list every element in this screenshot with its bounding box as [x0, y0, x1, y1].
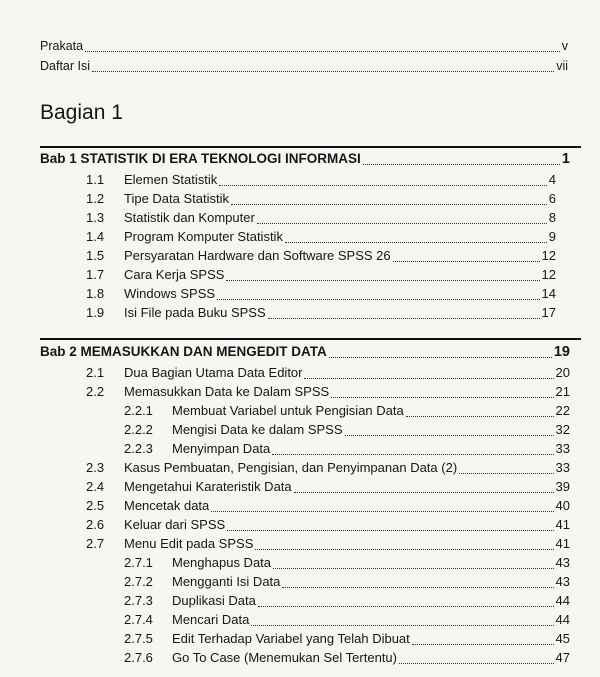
leader-dots: [257, 222, 547, 224]
section-title: Mencetak data: [124, 498, 210, 513]
section-page: 20: [555, 365, 570, 380]
section-page: 12: [541, 248, 556, 263]
section-number: 1.2: [86, 191, 105, 206]
section-number: 1.9: [86, 305, 105, 320]
toc-entry-2-7-4: [124, 612, 570, 628]
section-page: 22: [555, 403, 570, 418]
leader-dots: [399, 662, 554, 664]
leader-dots: [226, 279, 539, 281]
toc-entry-prakata: [40, 38, 568, 54]
chapter-title: Bab 2 MEMASUKKAN DAN MENGEDIT DATA: [40, 344, 327, 359]
section-title: Menyimpan Data: [172, 441, 271, 456]
leader-dots: [393, 260, 540, 262]
section-page: 44: [555, 593, 570, 608]
section-page: 17: [541, 305, 556, 320]
section-number: 2.2.1: [124, 403, 153, 418]
section-page: 45: [555, 631, 570, 646]
section-number: 1.5: [86, 248, 105, 263]
section-number: 2.2.2: [124, 422, 153, 437]
toc-entry-daftar-isi: [40, 58, 568, 74]
leader-dots: [363, 163, 560, 165]
leader-dots: [285, 241, 547, 243]
section-title: Menu Edit pada SPSS: [124, 536, 254, 551]
leader-dots: [345, 434, 554, 436]
leader-dots: [255, 548, 553, 550]
chapter-page: 1: [561, 151, 570, 167]
section-number: 1.1: [86, 172, 105, 187]
section-number: 1.8: [86, 286, 105, 301]
section-title: Mencari Data: [172, 612, 250, 627]
leader-dots: [331, 396, 553, 398]
section-page: 6: [548, 191, 556, 206]
toc-entry-2-2-3: [124, 441, 570, 457]
toc-entry-1-8: [86, 286, 556, 302]
leader-dots: [92, 70, 554, 72]
toc-entry-2-7-3: [124, 593, 570, 609]
chapter-page: 19: [553, 344, 570, 360]
section-title: Cara Kerja SPSS: [124, 267, 225, 282]
leader-dots: [282, 586, 553, 588]
section-page: 41: [555, 517, 570, 532]
toc-entry-title: Daftar Isi: [40, 59, 91, 73]
section-page: 4: [548, 172, 556, 187]
section-title: Persyaratan Hardware dan Software SPSS 26: [124, 248, 391, 263]
chapter-1-entry: [40, 151, 570, 167]
section-number: 2.7.6: [124, 650, 153, 665]
section-title: Mengetahui Karateristik Data: [124, 479, 292, 494]
toc-entry-2-7-6: [124, 650, 570, 666]
leader-dots: [231, 203, 547, 205]
section-number: 1.4: [86, 229, 105, 244]
toc-entry-2-2-1: [124, 403, 570, 419]
toc-entry-2-7-1: [124, 555, 570, 571]
section-number: 2.5: [86, 498, 105, 513]
toc-entry-2-3: [86, 460, 570, 476]
section-title: Memasukkan Data ke Dalam SPSS: [124, 384, 330, 399]
section-page: 8: [548, 210, 556, 225]
section-title: Edit Terhadap Variabel yang Telah Dibuat: [172, 631, 410, 646]
toc-entry-2-5: [86, 498, 570, 514]
section-number: 2.7.1: [124, 555, 153, 570]
section-number: 2.6: [86, 517, 105, 532]
leader-dots: [294, 491, 554, 493]
leader-dots: [227, 529, 553, 531]
section-page: 32: [555, 422, 570, 437]
section-title: Kasus Pembuatan, Pengisian, dan Penyimpanan Data (2): [124, 460, 458, 475]
section-title: Program Komputer Statistik: [124, 229, 283, 244]
toc-entry-2-2-2: [124, 422, 570, 438]
section-number: 2.2.3: [124, 441, 153, 456]
section-title: Mengganti Isi Data: [172, 574, 281, 589]
section-page: 14: [541, 286, 556, 301]
section-title: Mengisi Data ke dalam SPSS: [172, 422, 343, 437]
toc-entry-1-1: [86, 172, 556, 188]
toc-entry-2-7: [86, 536, 570, 552]
toc-entry-title: Prakata: [40, 39, 84, 53]
leader-dots: [268, 317, 540, 319]
section-page: 40: [555, 498, 570, 513]
section-page: 12: [541, 267, 556, 282]
toc-entry-1-5: [86, 248, 556, 264]
toc-entry-page: v: [561, 39, 568, 53]
section-number: 2.7.4: [124, 612, 153, 627]
chapter-divider: [40, 146, 581, 148]
leader-dots: [304, 377, 553, 379]
leader-dots: [258, 605, 554, 607]
section-page: 21: [555, 384, 570, 399]
toc-entry-page: vii: [556, 59, 568, 73]
toc-entry-1-4: [86, 229, 556, 245]
section-page: 33: [555, 441, 570, 456]
section-page: 43: [555, 574, 570, 589]
section-page: 44: [555, 612, 570, 627]
leader-dots: [85, 50, 560, 52]
chapter-divider: [40, 338, 581, 340]
toc-entry-2-4: [86, 479, 570, 495]
part-heading: Bagian 1: [40, 101, 123, 124]
section-title: Windows SPSS: [124, 286, 216, 301]
leader-dots: [273, 567, 554, 569]
chapter-title: Bab 1 STATISTIK DI ERA TEKNOLOGI INFORMASI: [40, 151, 361, 166]
section-page: 9: [548, 229, 556, 244]
section-title: Isi File pada Buku SPSS: [124, 305, 266, 320]
leader-dots: [251, 624, 553, 626]
section-number: 1.3: [86, 210, 105, 225]
section-number: 1.7: [86, 267, 105, 282]
section-title: Statistik dan Komputer: [124, 210, 255, 225]
leader-dots: [272, 453, 553, 455]
section-number: 2.7.3: [124, 593, 153, 608]
section-title: Tipe Data Statistik: [124, 191, 230, 206]
leader-dots: [459, 472, 553, 474]
section-page: 41: [555, 536, 570, 551]
section-number: 2.7.2: [124, 574, 153, 589]
leader-dots: [412, 643, 554, 645]
toc-entry-2-2: [86, 384, 570, 400]
toc-entry-2-6: [86, 517, 570, 533]
section-number: 2.1: [86, 365, 105, 380]
toc-entry-2-1: [86, 365, 570, 381]
section-number: 2.3: [86, 460, 105, 475]
toc-entry-2-7-2: [124, 574, 570, 590]
section-title: Go To Case (Menemukan Sel Tertentu): [172, 650, 397, 665]
leader-dots: [211, 510, 553, 512]
section-page: 43: [555, 555, 570, 570]
leader-dots: [406, 415, 554, 417]
section-number: 2.4: [86, 479, 105, 494]
section-number: 2.7: [86, 536, 105, 551]
section-title: Menghapus Data: [172, 555, 272, 570]
leader-dots: [219, 184, 547, 186]
section-number: 2.2: [86, 384, 105, 399]
leader-dots: [217, 298, 539, 300]
toc-entry-1-7: [86, 267, 556, 283]
section-title: Membuat Variabel untuk Pengisian Data: [172, 403, 404, 418]
section-page: 47: [555, 650, 570, 665]
section-title: Elemen Statistik: [124, 172, 218, 187]
section-title: Duplikasi Data: [172, 593, 256, 608]
section-title: Dua Bagian Utama Data Editor: [124, 365, 303, 380]
chapter-2-entry: [40, 344, 570, 360]
section-page: 39: [555, 479, 570, 494]
toc-entry-1-2: [86, 191, 556, 207]
toc-entry-2-7-5: [124, 631, 570, 647]
toc-entry-1-3: [86, 210, 556, 226]
leader-dots: [329, 356, 552, 358]
toc-entry-1-9: [86, 305, 556, 321]
section-page: 33: [555, 460, 570, 475]
section-number: 2.7.5: [124, 631, 153, 646]
section-title: Keluar dari SPSS: [124, 517, 226, 532]
